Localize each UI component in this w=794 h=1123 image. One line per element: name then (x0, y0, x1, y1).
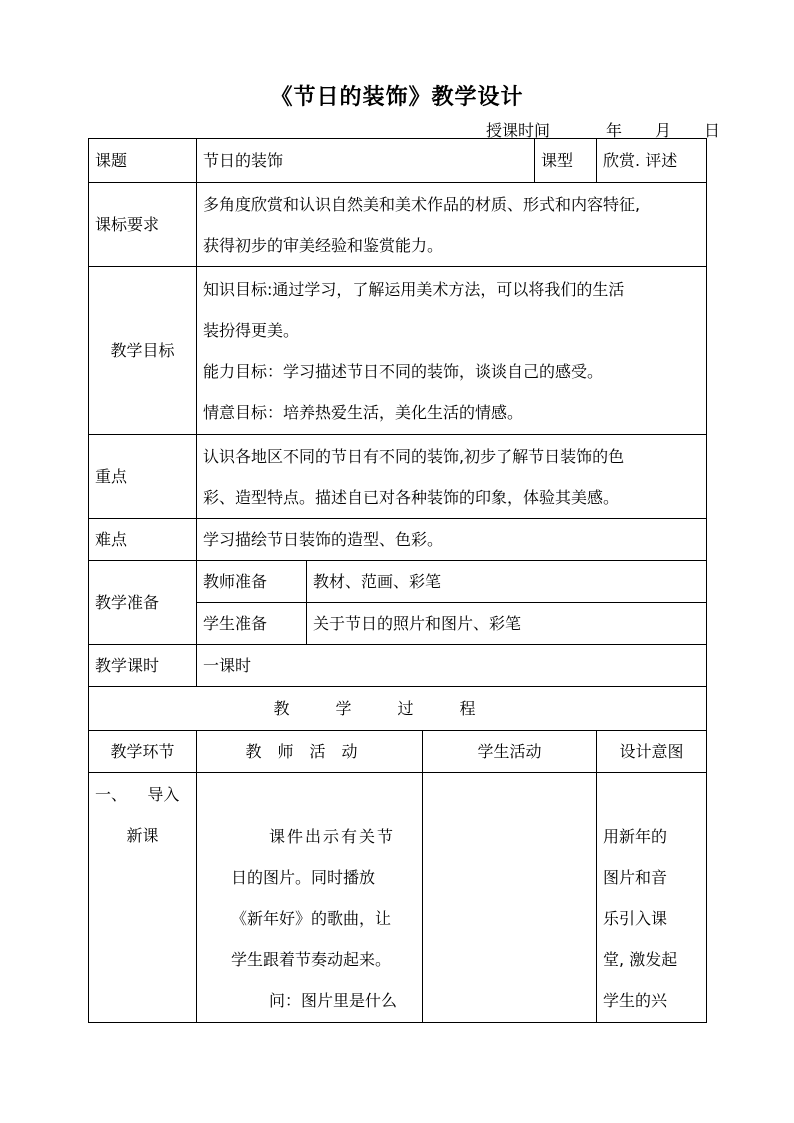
col-student-header: 学生活动 (423, 731, 597, 773)
goals-line: 情意目标：培养热爱生活，美化生活的情感。 (203, 402, 524, 422)
type-label: 课型 (535, 139, 597, 183)
page-title: 《节日的装饰》教学设计 (270, 84, 524, 110)
intent-line: 用新年的 (603, 827, 668, 846)
intent-line: 图片和音 (603, 868, 668, 887)
stage-cell (89, 773, 197, 1023)
key-value (197, 435, 707, 519)
prep-label: 教学准备 (89, 561, 197, 645)
intent-line: 乐引入课 (603, 909, 668, 928)
row-goals (89, 267, 707, 435)
col-stage-header: 教学环节 (89, 731, 197, 773)
intent-line: 学生的兴 (603, 991, 668, 1010)
stage-line: 一、 导入 (95, 785, 180, 804)
row-key (89, 435, 707, 519)
goals-line: 装扮得更美。 (203, 320, 300, 340)
difficulty-value: 学习描绘节日装饰的造型、色彩。 (197, 519, 707, 561)
col-teacher-header: 教师活动 (197, 731, 423, 773)
row-topic (89, 139, 707, 183)
row-stage-intro (89, 773, 707, 1023)
goals-line: 能力目标：学习描述节日不同的装饰，谈谈自己的感受。 (203, 361, 604, 381)
standard-line: 获得初步的审美经验和鉴赏能力。 (203, 235, 444, 255)
teacher-line: 问：图片里是什么 (269, 991, 398, 1010)
key-line: 彩、造型特点。描述自已对各种装饰的印象，体验其美感。 (203, 487, 620, 507)
date-year: 年 (606, 121, 623, 140)
hours-value: 一课时 (197, 645, 707, 687)
teacher-prep-value: 教材、范画、彩笔 (307, 561, 707, 603)
process-heading: 教学过程 (89, 687, 707, 731)
teacher-line: 《新年好》的歌曲，让 (231, 909, 392, 928)
teacher-activity-cell (197, 773, 423, 1023)
student-activity-cell (423, 773, 597, 1023)
type-value: 欣赏. 评述 (597, 139, 707, 183)
date-day: 日 (704, 121, 721, 140)
row-hours (89, 645, 707, 687)
teacher-prep-label: 教师准备 (197, 561, 307, 603)
student-prep-value: 关于节日的照片和图片、彩笔 (307, 603, 707, 645)
teacher-line: 日的图片。同时播放 (231, 868, 376, 887)
row-column-headers (89, 731, 707, 773)
goals-line: 知识目标:通过学习，了解运用美术方法，可以将我们的生活 (203, 279, 625, 299)
standard-line: 多角度欣赏和认识自然美和美术作品的材质、形式和内容特征, (203, 194, 641, 214)
stage-line: 新课 (126, 826, 159, 845)
date-label: 授课时间 (486, 121, 551, 140)
student-prep-label: 学生准备 (197, 603, 307, 645)
goals-value (197, 267, 707, 435)
row-prep-teacher (89, 561, 707, 603)
teacher-line: 课件出示有关节 (269, 827, 396, 846)
intent-line: 堂, 激发起 (603, 950, 678, 969)
intent-cell (597, 773, 707, 1023)
topic-label: 课题 (89, 139, 197, 183)
date-line (0, 118, 794, 140)
key-line: 认识各地区不同的节日有不同的装饰,初步了解节日装饰的色 (203, 446, 625, 466)
standard-label: 课标要求 (89, 183, 197, 267)
row-difficulty (89, 519, 707, 561)
date-month: 月 (655, 121, 672, 140)
goals-label: 教学目标 (89, 267, 197, 435)
row-process-heading (89, 687, 707, 731)
difficulty-label: 难点 (89, 519, 197, 561)
teacher-line: 学生跟着节奏动起来。 (231, 950, 392, 969)
standard-value (197, 183, 707, 267)
topic-value: 节日的装饰 (197, 139, 535, 183)
col-intent-header: 设计意图 (597, 731, 707, 773)
hours-label: 教学课时 (89, 645, 197, 687)
lesson-plan-table (88, 138, 707, 1023)
row-standard (89, 183, 707, 267)
key-label: 重点 (89, 435, 197, 519)
